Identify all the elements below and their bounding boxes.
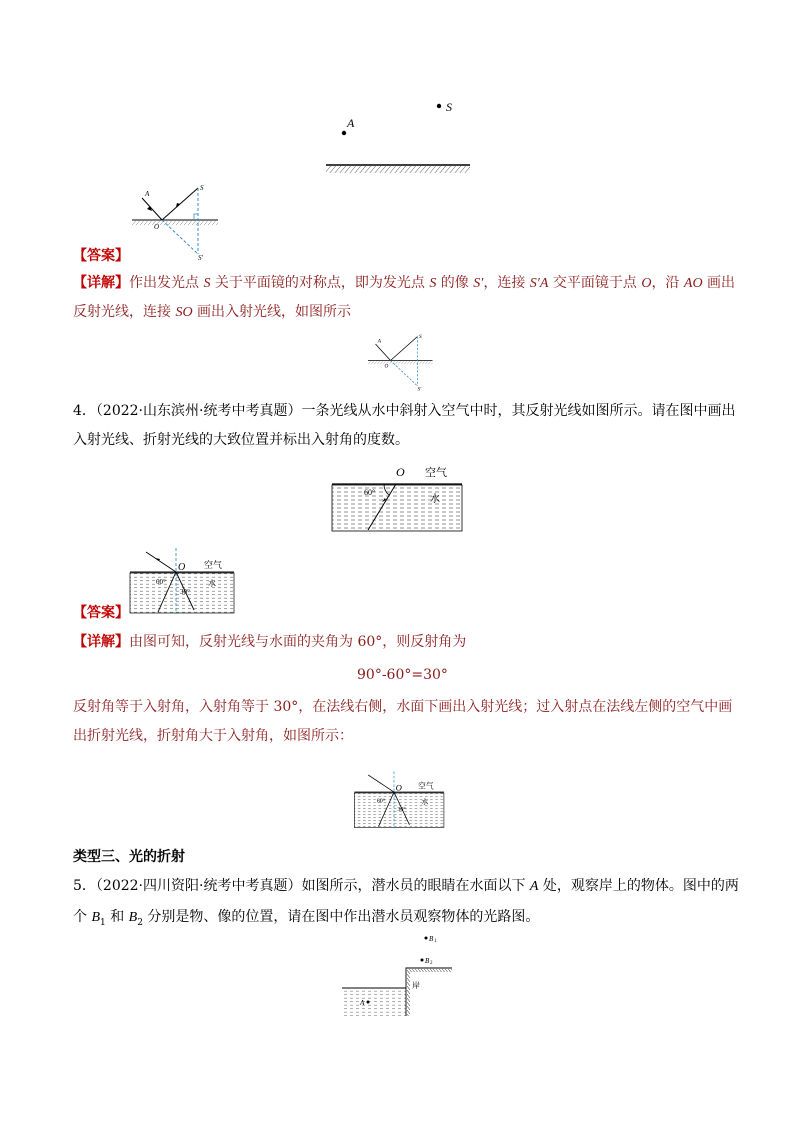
svg-text:O: O xyxy=(395,782,402,793)
label-O-small: O xyxy=(154,223,160,231)
point-A xyxy=(342,131,346,135)
point-B1 xyxy=(425,937,428,940)
q5-source: （2022·四川资阳·统考中考真题） xyxy=(95,878,302,894)
answer-label-2: 【答案】 xyxy=(73,605,129,621)
q5-number: 5． xyxy=(73,878,96,894)
label-O-q4: O xyxy=(396,465,405,479)
label-shore: 岸 xyxy=(412,981,420,990)
point-S xyxy=(437,104,441,108)
detail-label-2: 【详解】 xyxy=(73,634,129,650)
svg-text:A: A xyxy=(377,338,381,345)
label-O-ans4: O xyxy=(178,562,186,573)
section-title-refraction: 类型三、光的折射 xyxy=(73,849,185,865)
label-water-ans4: 水 xyxy=(208,579,216,588)
detail2-line-2: 反射角等于入射角，入射角等于 30°，在法线右侧，水面下画出入射光线；过入射点在法线左侧的空气中画 xyxy=(73,699,733,715)
svg-text:60°: 60° xyxy=(376,798,386,805)
svg-text:空气: 空气 xyxy=(418,781,434,791)
label-air-q4: 空气 xyxy=(425,467,447,479)
svg-text:30°: 30° xyxy=(397,807,406,814)
svg-text:A: A xyxy=(360,999,365,1007)
svg-text:S: S xyxy=(419,334,422,340)
detail-label-1: 【详解】 xyxy=(73,275,129,291)
q4-line-1: 4．（2022·山东滨州·统考中考真题）一条光线从水中斜射入空气中时，其反射光线如图所示。请在图中画出 xyxy=(73,403,736,419)
label-30-ans4: 30° xyxy=(180,588,190,596)
water-figure-question xyxy=(330,462,464,534)
mirror-figure-answer xyxy=(128,182,224,262)
label-60-q4: 60° xyxy=(364,488,376,497)
point-B2 xyxy=(421,959,424,962)
q4-source: （2022·山东滨州·统考中考真题） xyxy=(95,403,302,419)
q5-line-1: 5．（2022·四川资阳·统考中考真题）如图所示，潜水员的眼睛在水面以下 A 处，观察岸上的物体。图中的两 xyxy=(73,878,739,894)
svg-text:1: 1 xyxy=(434,939,437,944)
q4-number: 4． xyxy=(73,403,96,419)
label-water-q4: 水 xyxy=(430,494,440,505)
water-figure-detail xyxy=(350,768,450,830)
svg-text:2: 2 xyxy=(430,961,433,966)
q5-line-2: 个 $B_1$ 和 $B_2$ 分别是物、像的位置，请在图中作出潜水员观察物体的光路图。 xyxy=(73,909,540,928)
detail2-line-3: 出折射光线，折射角大于入射角，如图所示： xyxy=(73,728,353,744)
mirror-figure-question xyxy=(320,95,480,185)
detail2-line-1: 【详解】由图可知，反射光线与水面的夹角为 60°，则反射角为 xyxy=(73,634,467,650)
label-air-ans4: 空气 xyxy=(204,560,223,570)
label-A: A xyxy=(347,116,355,130)
water-figure-answer xyxy=(128,544,238,616)
label-A-small: A xyxy=(145,190,150,198)
formula-90-60: 90°-60°=30° xyxy=(357,667,448,683)
svg-text:S': S' xyxy=(417,386,422,392)
svg-text:O: O xyxy=(384,363,389,370)
point-A-diver xyxy=(367,1001,370,1004)
mirror-figure-detail xyxy=(365,332,437,392)
diver-figure xyxy=(338,930,458,1020)
label-60-ans4: 60° xyxy=(156,578,166,586)
svg-text:B: B xyxy=(425,957,430,965)
mirror-hatching xyxy=(326,166,470,173)
detail-line-2: 反射光线，连接 SO 画出入射光线，如图所示 xyxy=(73,304,352,320)
svg-text:水: 水 xyxy=(421,799,429,807)
label-Sprime-small: S' xyxy=(198,254,203,262)
svg-text:B: B xyxy=(429,935,434,943)
label-S: S xyxy=(446,100,452,114)
label-S-small: S xyxy=(200,184,204,192)
q4-line-2: 入射光线、折射光线的大致位置并标出入射角的度数。 xyxy=(73,432,409,448)
detail-line-1: 【详解】作出发光点 S 关于平面镜的对称点，即为发光点 S 的像 S′，连接 S′A 交平面镜于点 O，沿 AO 画出 xyxy=(73,275,736,291)
answer-label-1: 【答案】 xyxy=(73,248,129,264)
